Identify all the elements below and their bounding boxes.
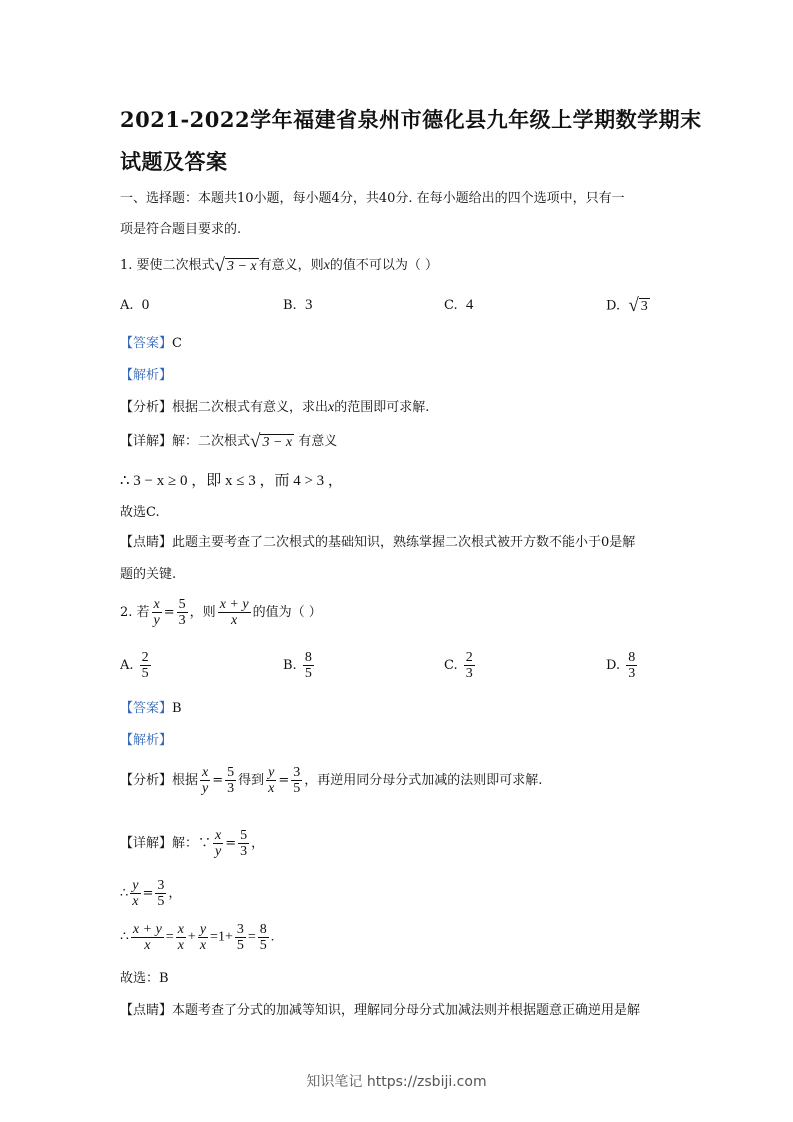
frac-num: 5: [178, 597, 186, 612]
q1-radicand: 3 − x: [226, 258, 257, 274]
q1-mid: 有意义，则: [258, 258, 324, 273]
frac-num: 3: [157, 878, 165, 893]
q2-option-b-fraction: [303, 650, 314, 681]
dianjing-tag: 【点睛】: [120, 535, 173, 550]
q1-fenxi-a: 根据二次根式有意义，求出: [172, 400, 329, 415]
q1-option-d: [606, 297, 650, 315]
frac-num: 2: [141, 650, 149, 665]
xiangjie-tag: 【详解】: [120, 434, 173, 449]
equals-sign: =: [163, 605, 175, 620]
answer-tag: 【答案】: [120, 701, 173, 716]
q2-option-d: [606, 650, 639, 681]
xiangjie-tag: 【详解】: [120, 836, 173, 851]
fraction-3-over-5: [235, 922, 246, 953]
fenxi-tag: 【分析】: [120, 773, 173, 788]
equals-sign: =: [212, 773, 224, 788]
frac-den: x: [199, 938, 207, 953]
q1-option-a-value: 0: [141, 297, 150, 313]
frac-num: 2: [465, 650, 473, 665]
frac-num: x + y: [132, 922, 162, 937]
q2-fenxi-c: ，再逆用同分母分式加减的法则即可求解.: [304, 773, 543, 788]
q2-option-b: [283, 650, 316, 681]
frac-den: x: [268, 781, 275, 796]
frac-num: x: [202, 765, 209, 780]
fraction-5-over-3: [238, 828, 249, 859]
frac-den: y: [153, 613, 160, 628]
fraction-y-over-x: [266, 765, 276, 796]
frac-den: x: [231, 613, 238, 628]
q1-dianjing-text: 此题主要考查了二次根式的基础知识，熟练掌握二次根式被开方数不能小于0是解: [172, 535, 636, 550]
q2-option-c-label: C.: [444, 658, 458, 673]
frac-den: 3: [178, 613, 186, 628]
q1-option-a: [120, 297, 149, 314]
q2-option-a-label: A.: [120, 658, 134, 673]
equals-sign: =: [278, 773, 290, 788]
q1-xiangjie: [120, 430, 337, 451]
frac-den: y: [215, 844, 222, 859]
q1-answer-value: C: [172, 336, 182, 351]
fraction-x-over-y: [152, 597, 162, 628]
frac-num: x: [153, 597, 160, 612]
q2-mid: ，则: [189, 605, 216, 620]
frac-den: x: [144, 938, 151, 953]
q1-fenxi-var: x: [328, 400, 335, 415]
frac-den: y: [202, 781, 209, 796]
frac-den: 3: [240, 844, 248, 859]
q2-fenxi-b: 得到: [238, 773, 265, 788]
q2-xiangjie-a: 解：∵: [172, 836, 212, 851]
frac-num: y: [268, 765, 275, 780]
frac-num: 3: [236, 922, 244, 937]
frac-num: x: [215, 828, 222, 843]
q1-fenxi: [120, 396, 429, 416]
q1-step: ∴ 3 − x ≥ 0 ，即 x ≤ 3 ，而 4 > 3 ，: [120, 473, 343, 489]
fraction-3-over-5: [291, 765, 302, 796]
q2-xiangjie: 【详解】解：∵ $\frac{x}{y}$ = $\frac{5}{3}$ ，: [120, 828, 265, 859]
fraction-xy-over-x: [131, 922, 164, 953]
frac-den: 5: [259, 938, 267, 953]
question-2-stem: [120, 597, 322, 628]
fraction-8-over-5: [258, 922, 269, 953]
frac-den: 5: [304, 666, 312, 681]
answer-tag: 【答案】: [120, 336, 173, 351]
frac-den: 5: [293, 781, 301, 796]
q2-choose: 故选：B: [120, 971, 169, 986]
fraction-x-over-y: [213, 828, 223, 859]
q2-option-c-fraction: [464, 650, 475, 681]
frac-num: x + y: [219, 597, 249, 612]
frac-den: 5: [236, 938, 244, 953]
q2-option-a: [120, 650, 153, 681]
q1-var: x: [323, 258, 330, 273]
q1-option-b-label: B.: [283, 298, 297, 313]
q2-option-a-fraction: [140, 650, 151, 681]
frac-den: x: [132, 894, 139, 909]
frac-den: 5: [157, 894, 165, 909]
doc-title-line1: 2021-2022学年福建省泉州市德化县九年级上学期数学期末: [120, 107, 702, 132]
q2-option-b-label: B.: [283, 658, 297, 673]
q1-option-d-label: D.: [606, 298, 621, 314]
q2-suffix: 的值为（ ）: [252, 605, 322, 620]
fraction-x-over-y: [200, 765, 210, 796]
frac-num: 5: [240, 828, 248, 843]
q1-choose: 故选C.: [120, 505, 160, 520]
equals-sign: =: [225, 836, 237, 851]
q1-option-d-value: 3: [640, 299, 648, 314]
frac-num: y: [199, 922, 207, 937]
frac-num: y: [132, 878, 139, 893]
fraction-5-over-3: [225, 765, 236, 796]
q2-option-c: [444, 650, 477, 681]
fraction-5-over-3: [177, 597, 188, 628]
frac-num: 5: [227, 765, 235, 780]
frac-den: 5: [141, 666, 149, 681]
frac-den: 3: [465, 666, 473, 681]
q2-option-d-label: D.: [606, 658, 621, 673]
q1-option-c-value: 4: [465, 297, 474, 313]
q1-xiangjie-a: 解：二次根式: [172, 434, 251, 449]
sqrt-expression: √ 3 − x: [214, 254, 257, 276]
q1-option-b: [283, 297, 312, 314]
q2-step2: ∴ $\frac{x + y}{x}$ = $\frac{x}{x}$ + $\frac{y}{x}$ =1+ $\frac{3}{5}$ = $\frac{8}{5}$ .: [120, 922, 275, 953]
fraction-xy-over-x: [218, 597, 251, 628]
frac-num: 8: [628, 650, 636, 665]
q2-answer-value: B: [172, 701, 182, 716]
section-intro-line2: 项是符合题目要求的.: [120, 222, 242, 237]
q2-prefix: 2. 若: [120, 605, 150, 620]
frac-num: x: [177, 922, 184, 937]
therefore-sign: ∴: [120, 929, 129, 945]
q2-option-d-fraction: [626, 650, 637, 681]
q1-option-c-label: C.: [444, 298, 458, 313]
dianjing-tag: 【点睛】: [120, 1003, 173, 1018]
q2-answer: [120, 697, 182, 716]
equals-sign: =: [142, 886, 154, 901]
q2-fenxi: [120, 765, 542, 796]
q2-dianjing-line1: [120, 999, 640, 1018]
q2-dianjing-text: 本题考查了分式的加减等知识，理解同分母分式加减法则并根据题意正确逆用是解: [172, 1003, 641, 1018]
q1-jiexi-tag: 【解析】: [120, 368, 173, 383]
q1-fenxi-b: 的范围即可求解.: [334, 400, 430, 415]
q1-dianjing-line1: [120, 531, 635, 550]
q1-option-a-label: A.: [120, 298, 134, 313]
fraction-3-over-5: [155, 878, 166, 909]
doc-title-line2: 试题及答案: [120, 149, 228, 174]
q2-fenxi-a: 根据: [172, 773, 199, 788]
q1-xiangjie-radicand: 3 − x: [262, 434, 293, 450]
question-1-stem: [120, 254, 438, 275]
q1-suffix: 的值不可以为（ ）: [329, 258, 439, 273]
sqrt-icon: √ 3: [628, 295, 648, 316]
q1-xiangjie-b: 有意义: [298, 434, 338, 449]
q2-step1: ∴ $\frac{y}{x}$ = $\frac{3}{5}$ ，: [120, 878, 182, 909]
fraction-x-over-x: [176, 922, 186, 953]
sqrt-expression-2: √ 3 − x: [250, 430, 293, 452]
section-intro-line1: 一、选择题：本题共10小题，每小题4分，共40分. 在每小题给出的四个选项中，只有一: [120, 191, 625, 206]
frac-den: x: [177, 938, 184, 953]
frac-num: 8: [259, 922, 267, 937]
q2-jiexi-tag: 【解析】: [120, 733, 173, 748]
frac-num: 8: [304, 650, 312, 665]
footer-watermark: 知识笔记 https://zsbiji.com: [306, 1074, 487, 1090]
frac-num: 3: [293, 765, 301, 780]
q1-dianjing-line2: 题的关键.: [120, 567, 177, 582]
frac-den: 3: [227, 781, 235, 796]
q1-prefix: 1. 要使二次根式: [120, 258, 215, 273]
therefore-sign: ∴: [120, 886, 129, 901]
frac-den: 3: [628, 666, 636, 681]
fraction-y-over-x: [198, 922, 208, 953]
fraction-y-over-x: [130, 878, 140, 909]
q1-option-b-value: 3: [304, 297, 313, 313]
q1-option-c: [444, 297, 473, 314]
fenxi-tag: 【分析】: [120, 400, 173, 415]
q1-answer: [120, 332, 182, 351]
